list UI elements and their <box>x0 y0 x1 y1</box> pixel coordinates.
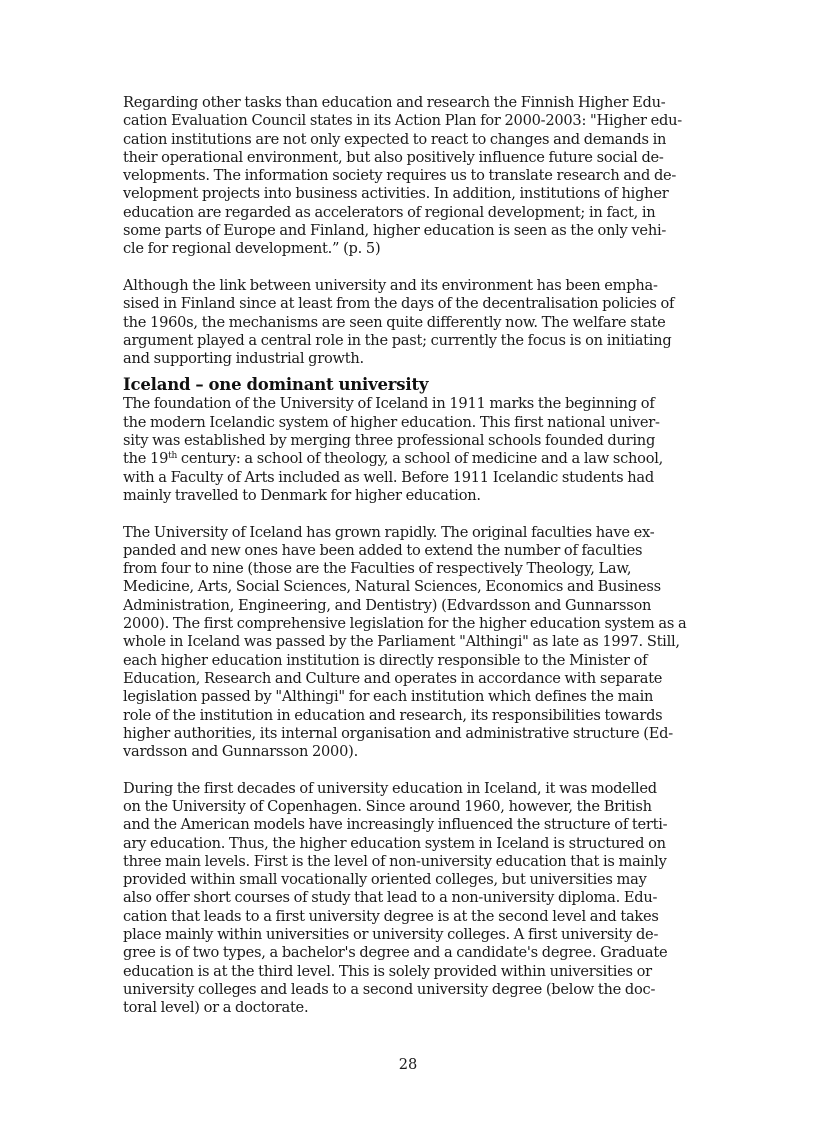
text-line: on the University of Copenhagen. Since around 1960, however, the British <box>123 797 652 815</box>
text-line: provided within small vocationally oriented colleges, but universities may <box>123 871 647 889</box>
text-line: role of the institution in education and research, its responsibilities towards <box>123 706 663 724</box>
text-line: also offer short courses of study that lead to a non-university diploma. Edu- <box>123 889 658 907</box>
text-fragment: the 19 <box>123 450 169 468</box>
text-line: education are regarded as accelerators of regional development; in fact, in <box>123 203 656 221</box>
text-fragment: century: a school of theology, a school of medicine and a law school, <box>177 450 664 468</box>
text-line: and the American models have increasingly influenced the structure of terti- <box>123 816 668 834</box>
text-line: the 1960s, the mechanisms are seen quite differently now. The welfare state <box>123 313 666 331</box>
ordinal-superscript: th <box>168 451 178 462</box>
text-line: three main levels. First is the level of non-university education that is mainly <box>123 852 667 870</box>
text-line: some parts of Europe and Finland, higher education is seen as the only vehi- <box>123 222 667 240</box>
text-line: argument played a central role in the past; currently the focus is on initiating <box>123 331 672 349</box>
text-line: each higher education institution is directly responsible to the Minister of <box>123 651 648 669</box>
text-line: Although the link between university and its environment has been empha- <box>123 276 658 294</box>
text-line: university colleges and leads to a second university degree (below the doc- <box>123 980 656 998</box>
text-line: legislation passed by "Althingi" for each institution which defines the main <box>123 688 654 706</box>
page-number: 28 <box>398 1056 418 1073</box>
text-line: The foundation of the University of Iceland in 1911 marks the beginning of <box>123 395 655 413</box>
paragraph-iceland-levels <box>123 780 698 1018</box>
text-line: whole in Iceland was passed by the Parliament "Althingi" as late as 1997. Still, <box>123 633 680 651</box>
text-line: panded and new ones have been added to extend the number of faculties <box>123 541 643 559</box>
paragraph-finnish-council-quote <box>123 94 698 259</box>
text-line: place mainly within universities or university colleges. A first university de- <box>123 926 659 944</box>
text-line: Administration, Engineering, and Dentistry) (Edvardsson and Gunnarsson <box>123 596 652 614</box>
text-line: their operational environment, but also positively influence future social de- <box>123 148 664 166</box>
text-line: Medicine, Arts, Social Sciences, Natural Sciences, Economics and Business <box>123 578 661 596</box>
text-line: vardsson and Gunnarsson 2000). <box>123 743 358 761</box>
text-line: cation institutions are not only expected to react to changes and demands in <box>123 130 667 148</box>
text-line: sised in Finland since at least from the days of the decentralisation policies of <box>123 295 675 313</box>
paragraph-spacer <box>123 505 698 523</box>
text-line: cle for regional development.” (p. 5) <box>123 240 381 258</box>
text-line: Regarding other tasks than education and research the Finnish Higher Edu- <box>123 94 666 111</box>
text-line: Education, Research and Culture and operates in accordance with separate <box>123 669 663 687</box>
text-line: toral level) or a doctorate. <box>123 999 309 1017</box>
paragraph-finland-link <box>123 277 698 368</box>
text-line: with a Faculty of Arts included as well. Before 1911 Icelandic students had <box>123 468 654 486</box>
text-line-with-superscript <box>123 450 698 468</box>
text-line: and supporting industrial growth. <box>123 350 364 368</box>
text-line: 2000). The first comprehensive legislation for the higher education system as a <box>123 615 687 633</box>
text-line: velopments. The information society requires us to translate research and de- <box>123 167 677 185</box>
text-line: higher authorities, its internal organisation and administrative structure (Ed- <box>123 724 673 742</box>
text-line: The University of Iceland has grown rapidly. The original faculties have ex- <box>123 523 655 541</box>
text-line: the modern Icelandic system of higher education. This first national univer- <box>123 413 660 431</box>
text-line: education is at the third level. This is solely provided within universities or <box>123 962 652 980</box>
text-line: sity was established by merging three professional schools founded during <box>123 432 656 450</box>
text-line: ary education. Thus, the higher education system in Iceland is structured on <box>123 834 666 852</box>
page-body <box>123 94 698 1018</box>
section-heading-iceland: Iceland – one dominant university <box>123 375 429 395</box>
text-line: from four to nine (those are the Faculties of respectively Theology, Law, <box>123 560 632 578</box>
text-line: velopment projects into business activities. In addition, institutions of higher <box>123 185 669 203</box>
text-line: cation that leads to a first university degree is at the second level and takes <box>123 907 659 925</box>
paragraph-spacer <box>123 761 698 779</box>
text-line: gree is of two types, a bachelor's degree and a candidate's degree. Graduate <box>123 944 668 962</box>
paragraph-iceland-foundation <box>123 395 698 505</box>
text-line: cation Evaluation Council states in its Action Plan for 2000-2003: "Higher edu- <box>123 112 682 130</box>
paragraph-spacer <box>123 259 698 277</box>
text-line: mainly travelled to Denmark for higher education. <box>123 486 481 504</box>
paragraph-iceland-growth <box>123 524 698 762</box>
text-line: During the first decades of university education in Iceland, it was modelled <box>123 779 657 797</box>
